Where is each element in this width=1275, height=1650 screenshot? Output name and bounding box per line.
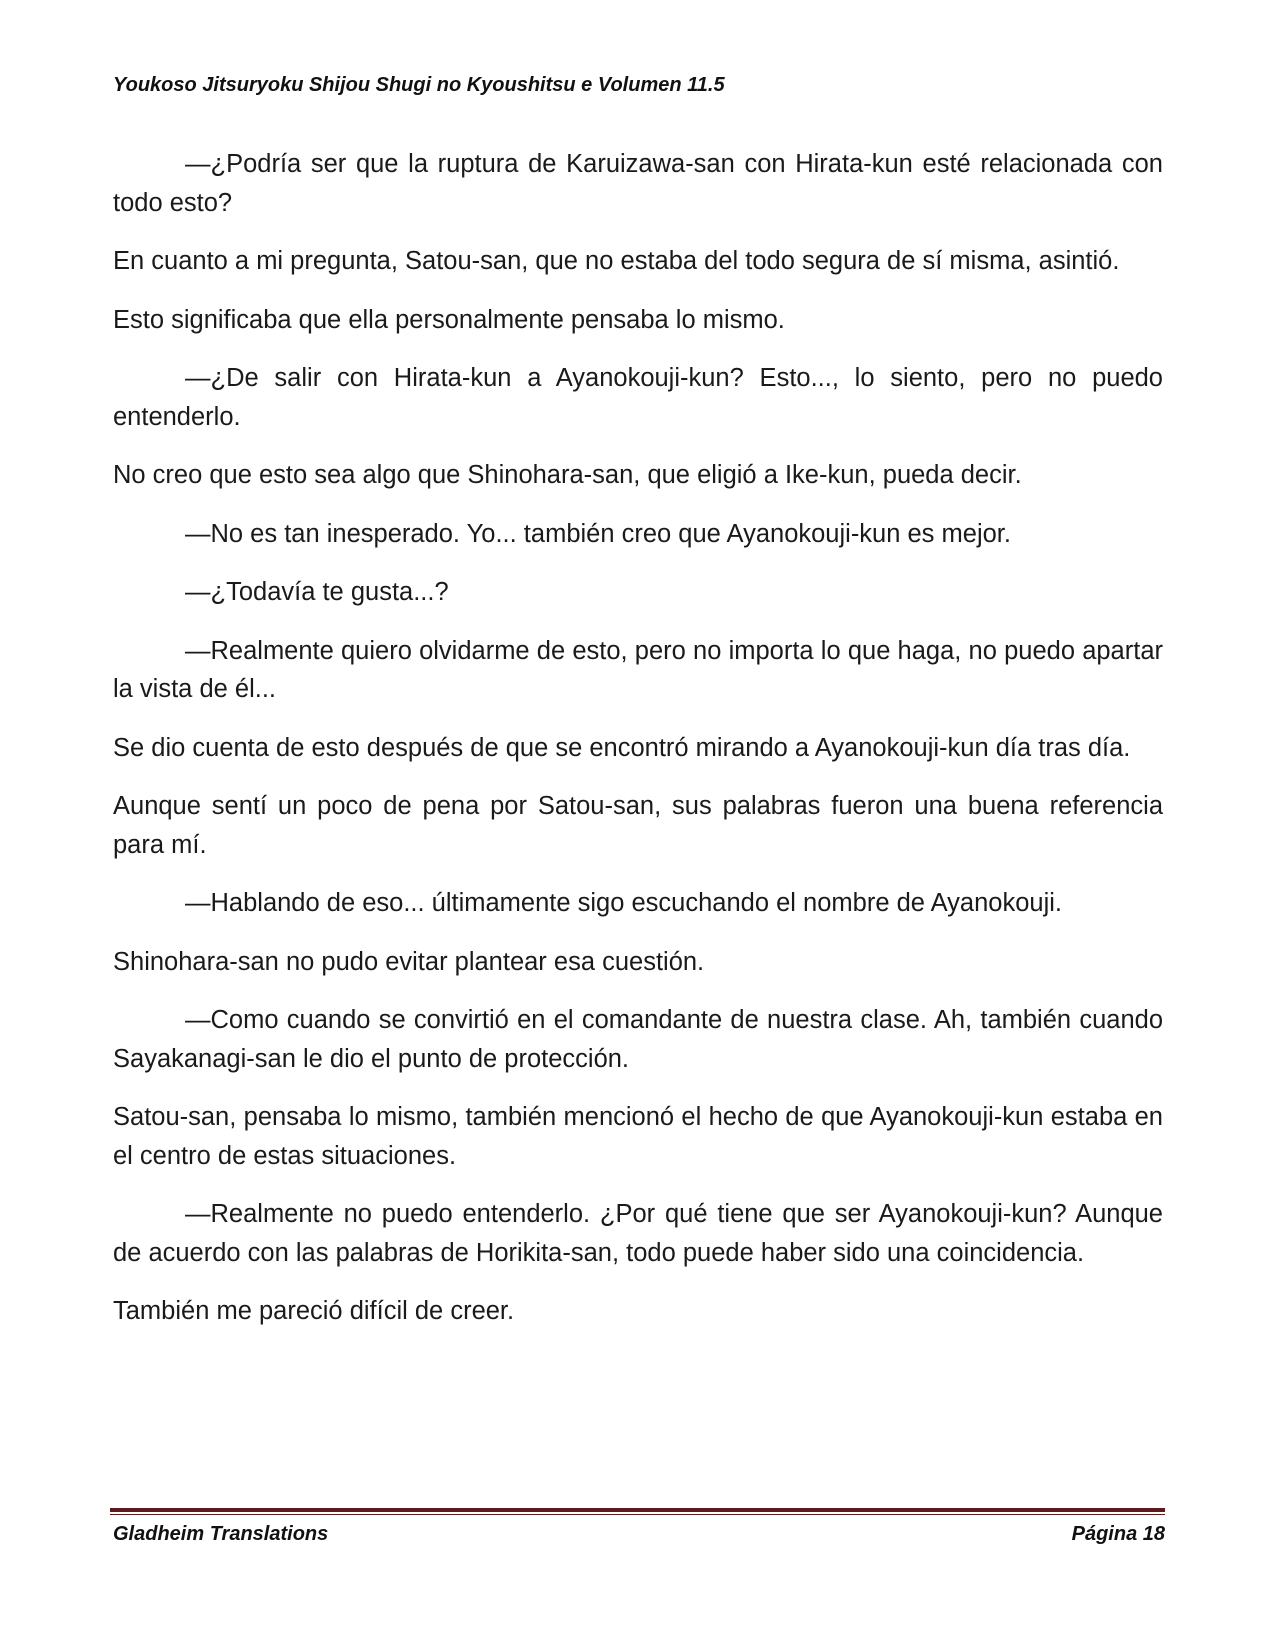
footer-divider <box>110 1508 1165 1515</box>
paragraph-3: Esto significaba que ella personalmente pensaba lo mismo. <box>113 305 785 334</box>
paragraph-5: No creo que esto sea algo que Shinohara-san, que eligió a Ike-kun, pueda decir. <box>113 461 1022 489</box>
page-body <box>113 145 1163 1351</box>
paragraph-6: —No es tan inesperado. Yo... también creo que Ayanokouji-kun es mejor. <box>185 519 1011 548</box>
paragraph-7: —¿Todavía te gusta...? <box>185 578 449 606</box>
paragraph-11: —Hablando de eso... últimamente sigo escuchando el nombre de Ayanokouji. <box>185 889 1062 917</box>
running-header: Youkoso Jitsuryoku Shijou Shugi no Kyoushitsu e Volumen 11.5 <box>113 74 725 96</box>
footer-divider-thin <box>110 1514 1165 1515</box>
page-number: Página 18 <box>1071 1523 1165 1545</box>
paragraph-16: También me pareció difícil de creer. <box>113 1297 515 1325</box>
paragraph-2: En cuanto a mi pregunta, Satou-san, que no estaba del todo segura de sí misma, asintió. <box>113 247 1120 275</box>
footer-credit: Gladheim Translations <box>113 1523 329 1545</box>
paragraph-9: Se dio cuenta de esto después de que se encontró mirando a Ayanokouji-kun día tras día. <box>113 733 1131 762</box>
paragraph-8: —Realmente quiero olvidarme de esto, pero no importa lo que haga, no puedo apartar la vista de él... <box>113 636 1163 703</box>
paragraph-14: Satou-san, pensaba lo mismo, también mencionó el hecho de que Ayanokouji-kun estaba en el centro de estas situaciones. <box>113 1103 1163 1170</box>
paragraph-12: Shinohara-san no pudo evitar plantear esa cuestión. <box>113 947 705 976</box>
paragraph-15: —Realmente no puedo entenderlo. ¿Por qué tiene que ser Ayanokouji-kun? Aunque de acuerdo con las palabras de Horikita-san, todo puede haber sido una coincidencia. <box>113 1200 1163 1267</box>
footer-divider-thick <box>110 1508 1165 1512</box>
paragraph-4: —¿De salir con Hirata-kun a Ayanokouji-kun? Esto..., lo siento, pero no puedo entenderlo. <box>113 364 1163 431</box>
paragraph-1: —¿Podría ser que la ruptura de Karuizawa-san con Hirata-kun esté relacionada con todo esto? <box>113 150 1163 217</box>
paragraph-13: —Como cuando se convirtió en el comandante de nuestra clase. Ah, también cuando Sayakanagi-san le dio el punto de protección. <box>113 1006 1163 1073</box>
paragraph-10: Aunque sentí un poco de pena por Satou-san, sus palabras fueron una buena referencia para mí. <box>113 792 1163 859</box>
